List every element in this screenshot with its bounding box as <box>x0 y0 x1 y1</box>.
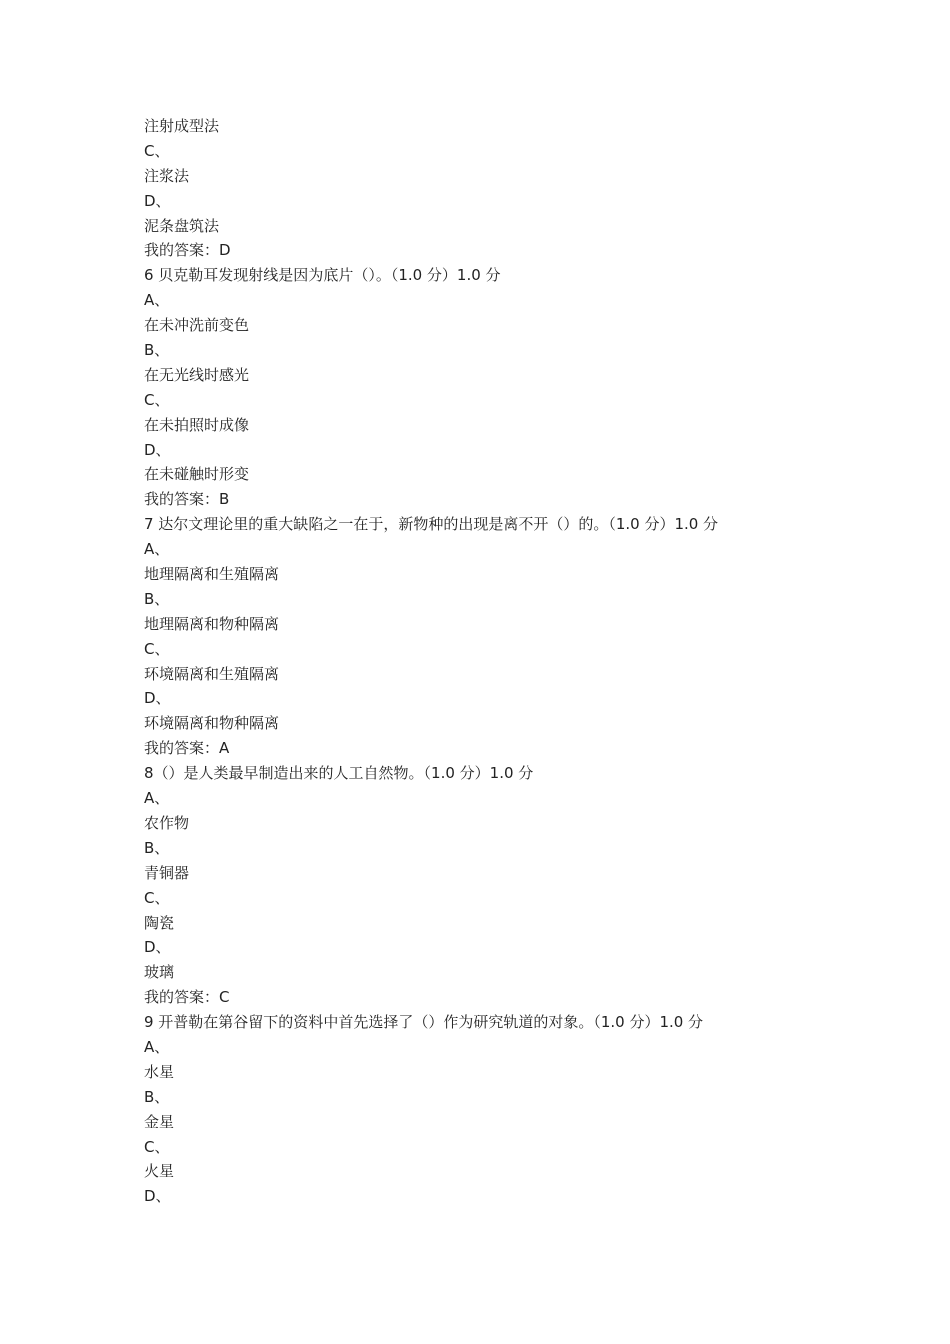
option-letter: B、 <box>144 838 170 857</box>
option-text: 金星 <box>144 1112 175 1131</box>
option-letter: A、 <box>144 1037 170 1056</box>
my-answer: 我的答案：C <box>144 988 230 1007</box>
option-letter: D、 <box>144 1187 171 1206</box>
option-letter: C、 <box>144 888 170 907</box>
question-8: 8（）是人类最早制造出来的人工自然物。（1.0 分）1.0 分 <box>144 764 534 783</box>
option-text: 在未冲洗前变色 <box>144 316 250 335</box>
option-text: 在未碰触时形变 <box>144 465 250 484</box>
question-6: 6 贝克勒耳发现射线是因为底片（）。（1.0 分）1.0 分 <box>144 266 501 285</box>
option-letter: B、 <box>144 1087 170 1106</box>
option-text: 在未拍照时成像 <box>144 415 250 434</box>
option-text: 陶瓷 <box>144 913 175 932</box>
option-text: 注浆法 <box>144 166 190 185</box>
my-answer: 我的答案：D <box>144 241 231 260</box>
option-letter: A、 <box>144 789 170 808</box>
option-letter: A、 <box>144 540 170 559</box>
option-text: 环境隔离和生殖隔离 <box>144 664 280 683</box>
option-letter: C、 <box>144 639 170 658</box>
option-letter: A、 <box>144 291 170 310</box>
option-text: 环境隔离和物种隔离 <box>144 714 280 733</box>
option-letter: B、 <box>144 589 170 608</box>
option-text: 火星 <box>144 1162 175 1181</box>
option-letter: D、 <box>144 938 171 957</box>
option-text: 青铜器 <box>144 863 190 882</box>
option-text: 地理隔离和生殖隔离 <box>144 565 280 584</box>
option-text: 注射成型法 <box>144 117 220 135</box>
option-letter: D、 <box>144 440 171 459</box>
option-text: 玻璃 <box>144 963 175 982</box>
option-text: 泥条盘筑法 <box>144 216 220 235</box>
option-letter: D、 <box>144 191 171 210</box>
option-text: 农作物 <box>144 813 190 832</box>
option-text: 水星 <box>144 1062 175 1081</box>
option-letter: D、 <box>144 689 171 708</box>
question-9: 9 开普勒在第谷留下的资料中首先选择了（）作为研究轨道的对象。（1.0 分）1.0 分 <box>144 1013 704 1032</box>
option-letter: C、 <box>144 1137 170 1156</box>
option-text: 在无光线时感光 <box>144 365 250 384</box>
my-answer: 我的答案：B <box>144 490 230 509</box>
question-7: 7 达尔文理论里的重大缺陷之一在于，新物种的出现是离不开（）的。（1.0 分）1.0 分 <box>144 515 719 534</box>
option-letter: B、 <box>144 341 170 360</box>
quiz-content <box>144 114 844 1209</box>
option-letter: C、 <box>144 390 170 409</box>
option-letter: C、 <box>144 141 170 160</box>
my-answer: 我的答案：A <box>144 739 230 758</box>
option-text: 地理隔离和物种隔离 <box>144 614 280 633</box>
